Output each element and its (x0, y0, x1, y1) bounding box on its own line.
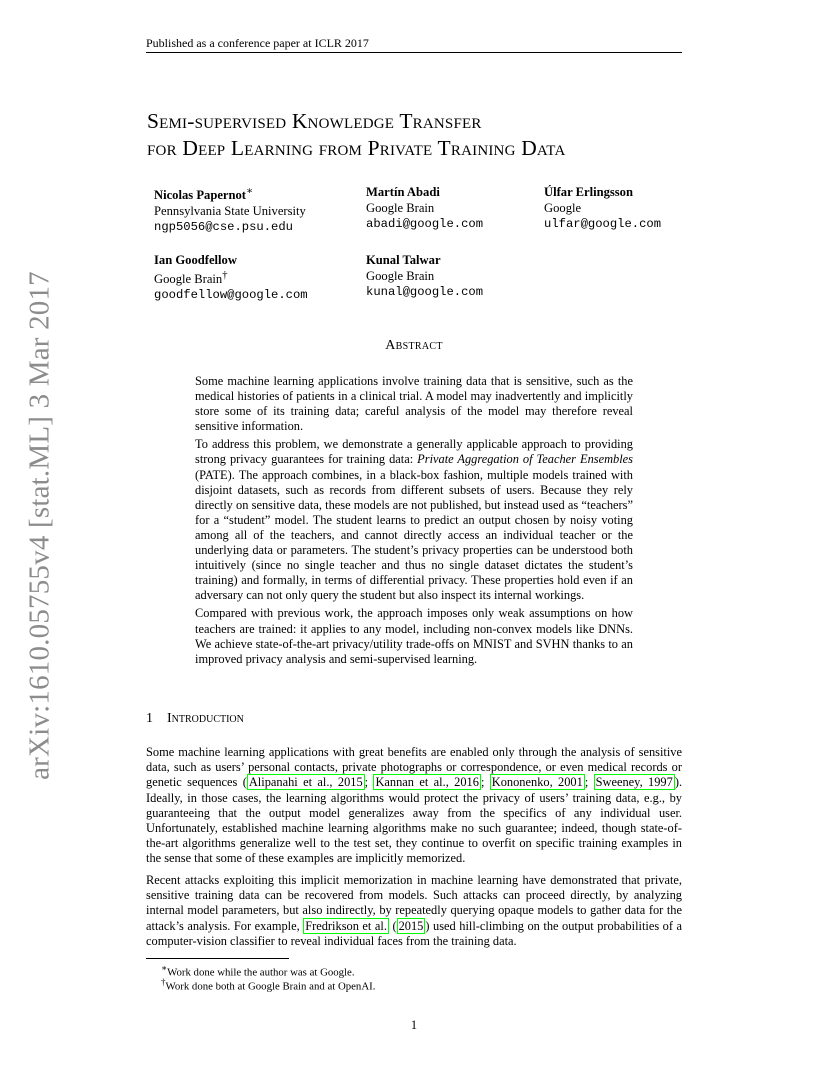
author-email: ulfar@google.com (544, 217, 662, 231)
section-number: 1 (146, 711, 153, 726)
author-name: Ian Goodfellow (154, 253, 237, 267)
footnote-text: Work done while the author was at Google. (167, 966, 355, 979)
author-affiliation: Pennsylvania State University (154, 204, 306, 219)
author-email: ngp5056@cse.psu.edu (154, 220, 293, 235)
citation-link[interactable]: 2015 (398, 918, 424, 933)
page-number: 1 (410, 1018, 418, 1032)
author-affiliation: Google Brain (154, 272, 223, 287)
citation-link[interactable]: Fredrikson et al. (305, 918, 387, 933)
footnote-rule (146, 958, 289, 959)
section-title-text: Introduction (167, 711, 244, 726)
citation-link[interactable]: Kononenko, 2001 (491, 775, 583, 790)
running-header: Published as a conference paper at ICLR 2017 (146, 36, 369, 50)
citation-link[interactable]: Kannan et al., 2016 (375, 775, 479, 790)
citation-link[interactable]: Sweeney, 1997 (595, 775, 673, 790)
author-affiliation: Google Brain (366, 269, 435, 283)
body-text: used hill-climbing on the output probabilities of a computer-vision classifier to reveal individual faces from the training data. (146, 918, 683, 948)
abstract-emphasis: Private Aggregation of Teacher Ensembles (417, 452, 633, 467)
footnote-mark: † (161, 977, 166, 987)
author-email: abadi@google.com (366, 217, 484, 231)
body-text: Recent attacks exploiting this implicit memorization in machine learning have demonstrated that private, sensitive training data can be recovered from models. Such attacks can proceed directly, by analyzing internal model parameters, but also indirectly, by repeatedly querying opaque models to gather data for the attack’s analysis. For example, (146, 873, 682, 933)
author-name: Martín Abadi (366, 185, 440, 199)
abstract-text: (PATE). The approach combines, in a black-box fashion, multiple models trained with disjoint datasets, such as records from different subsets of users. Because they rely directly on sensitive data, these models are not published, but instead used as “teachers” for a “student” model. The student learns to predict an output chosen by noisy voting among all of the teachers, and cannot directly access an individual teacher or the underlying data or parameters. The student’s privacy properties can be understood both intuitively (since no single teacher and thus no single dataset dictates the student’s training) and formally, in terms of differential privacy. These properties hold even if an adversary can not only query the student but also inspect its internal workings. (195, 467, 633, 603)
abstract-paragraph (195, 437, 633, 603)
separator: ; (364, 775, 374, 790)
paper-title (147, 108, 565, 162)
author-mark: ∗ (246, 186, 254, 197)
author-block (154, 252, 308, 303)
author-block (366, 252, 483, 300)
abstract-text: To address this problem, we demonstrate a generally applicable approach to providing strong privacy guarantees for training data: (195, 437, 633, 467)
abstract-heading: Abstract (385, 338, 443, 353)
author-email: kunal@google.com (366, 285, 484, 299)
footnote (161, 976, 375, 994)
footnote-text: Work done both at Google Brain and at OpenAI. (165, 980, 376, 993)
title-line-1: Semi-supervised Knowledge Transfer (147, 109, 482, 133)
author-affiliation: Google (544, 201, 582, 215)
header-rule (146, 52, 682, 53)
author-block (154, 184, 306, 235)
title-line-2: for Deep Learning from Private Training Data (147, 136, 566, 160)
author-block (544, 184, 661, 232)
citation-link[interactable]: Alipanahi et al., 2015 (248, 775, 363, 790)
body-text: ). Ideally, in those cases, the learning algorithms would protect the privacy of users’ training data, e.g., by guaranteeing that the output model generalizes away from the specifics of any individual user. Unfortunately, established machine learning algorithms make no such guarantee; indeed, though state-of-the-art algorithms generalize well to the test set, they continue to overfit on specific training examples in the sense that some of these examples are implicitly memorized. (146, 775, 683, 866)
author-name: Úlfar Erlingsson (544, 185, 633, 199)
author-affiliation: Google Brain (366, 201, 435, 215)
body-text: Some machine learning applications with great benefits are enabled only through the analysis of sensitive data, such as users’ personal contacts, private photographs or correspondence, or even medical records or genetic sequences ( (146, 745, 682, 790)
separator: ; (584, 775, 594, 790)
footnote-mark: ∗ (161, 963, 168, 973)
section-heading (146, 711, 244, 727)
abstract-paragraph: Some machine learning applications involve training data that is sensitive, such as the medical histories of patients in a clinical trial. A model may inadvertently and implicitly store some of its training data; careful analysis of the model may therefore reveal sensitive information. (195, 374, 633, 434)
author-mark: † (222, 270, 228, 281)
author-block (366, 184, 483, 232)
abstract-body (195, 374, 633, 670)
abstract-paragraph: Compared with previous work, the approach imposes only weak assumptions on how teachers are trained: it applies to any model, including non-convex models like DNNs. We achieve state-of-the-art privacy/utility trade-offs on MNIST and SVHN thanks to an improved privacy analysis and semi-supervised learning. (195, 606, 633, 666)
author-name: Nicolas Papernot (154, 188, 246, 203)
intro-paragraph (146, 745, 682, 867)
separator: ; (480, 775, 490, 790)
intro-paragraph: Recent attacks exploiting this implicit memorization in machine learning have demonstrated that private, sensitive training data can be recovered from models. Such attacks can proceed directly, by analyzing internal model parameters, but also indirectly, by repeatedly querying opaque models to gather data for the attack’s analysis. For example, Fredrikson et al. ( 2015 ) used hill-climbing on the output probabilities of a computer-vision classifier to reveal individual faces from the training data. (146, 873, 683, 948)
author-name: Kunal Talwar (366, 253, 441, 267)
arxiv-stamp: arXiv:1610.05755v4 [stat.ML] 3 Mar 2017 (23, 271, 56, 780)
author-email: goodfellow@google.com (154, 288, 308, 303)
